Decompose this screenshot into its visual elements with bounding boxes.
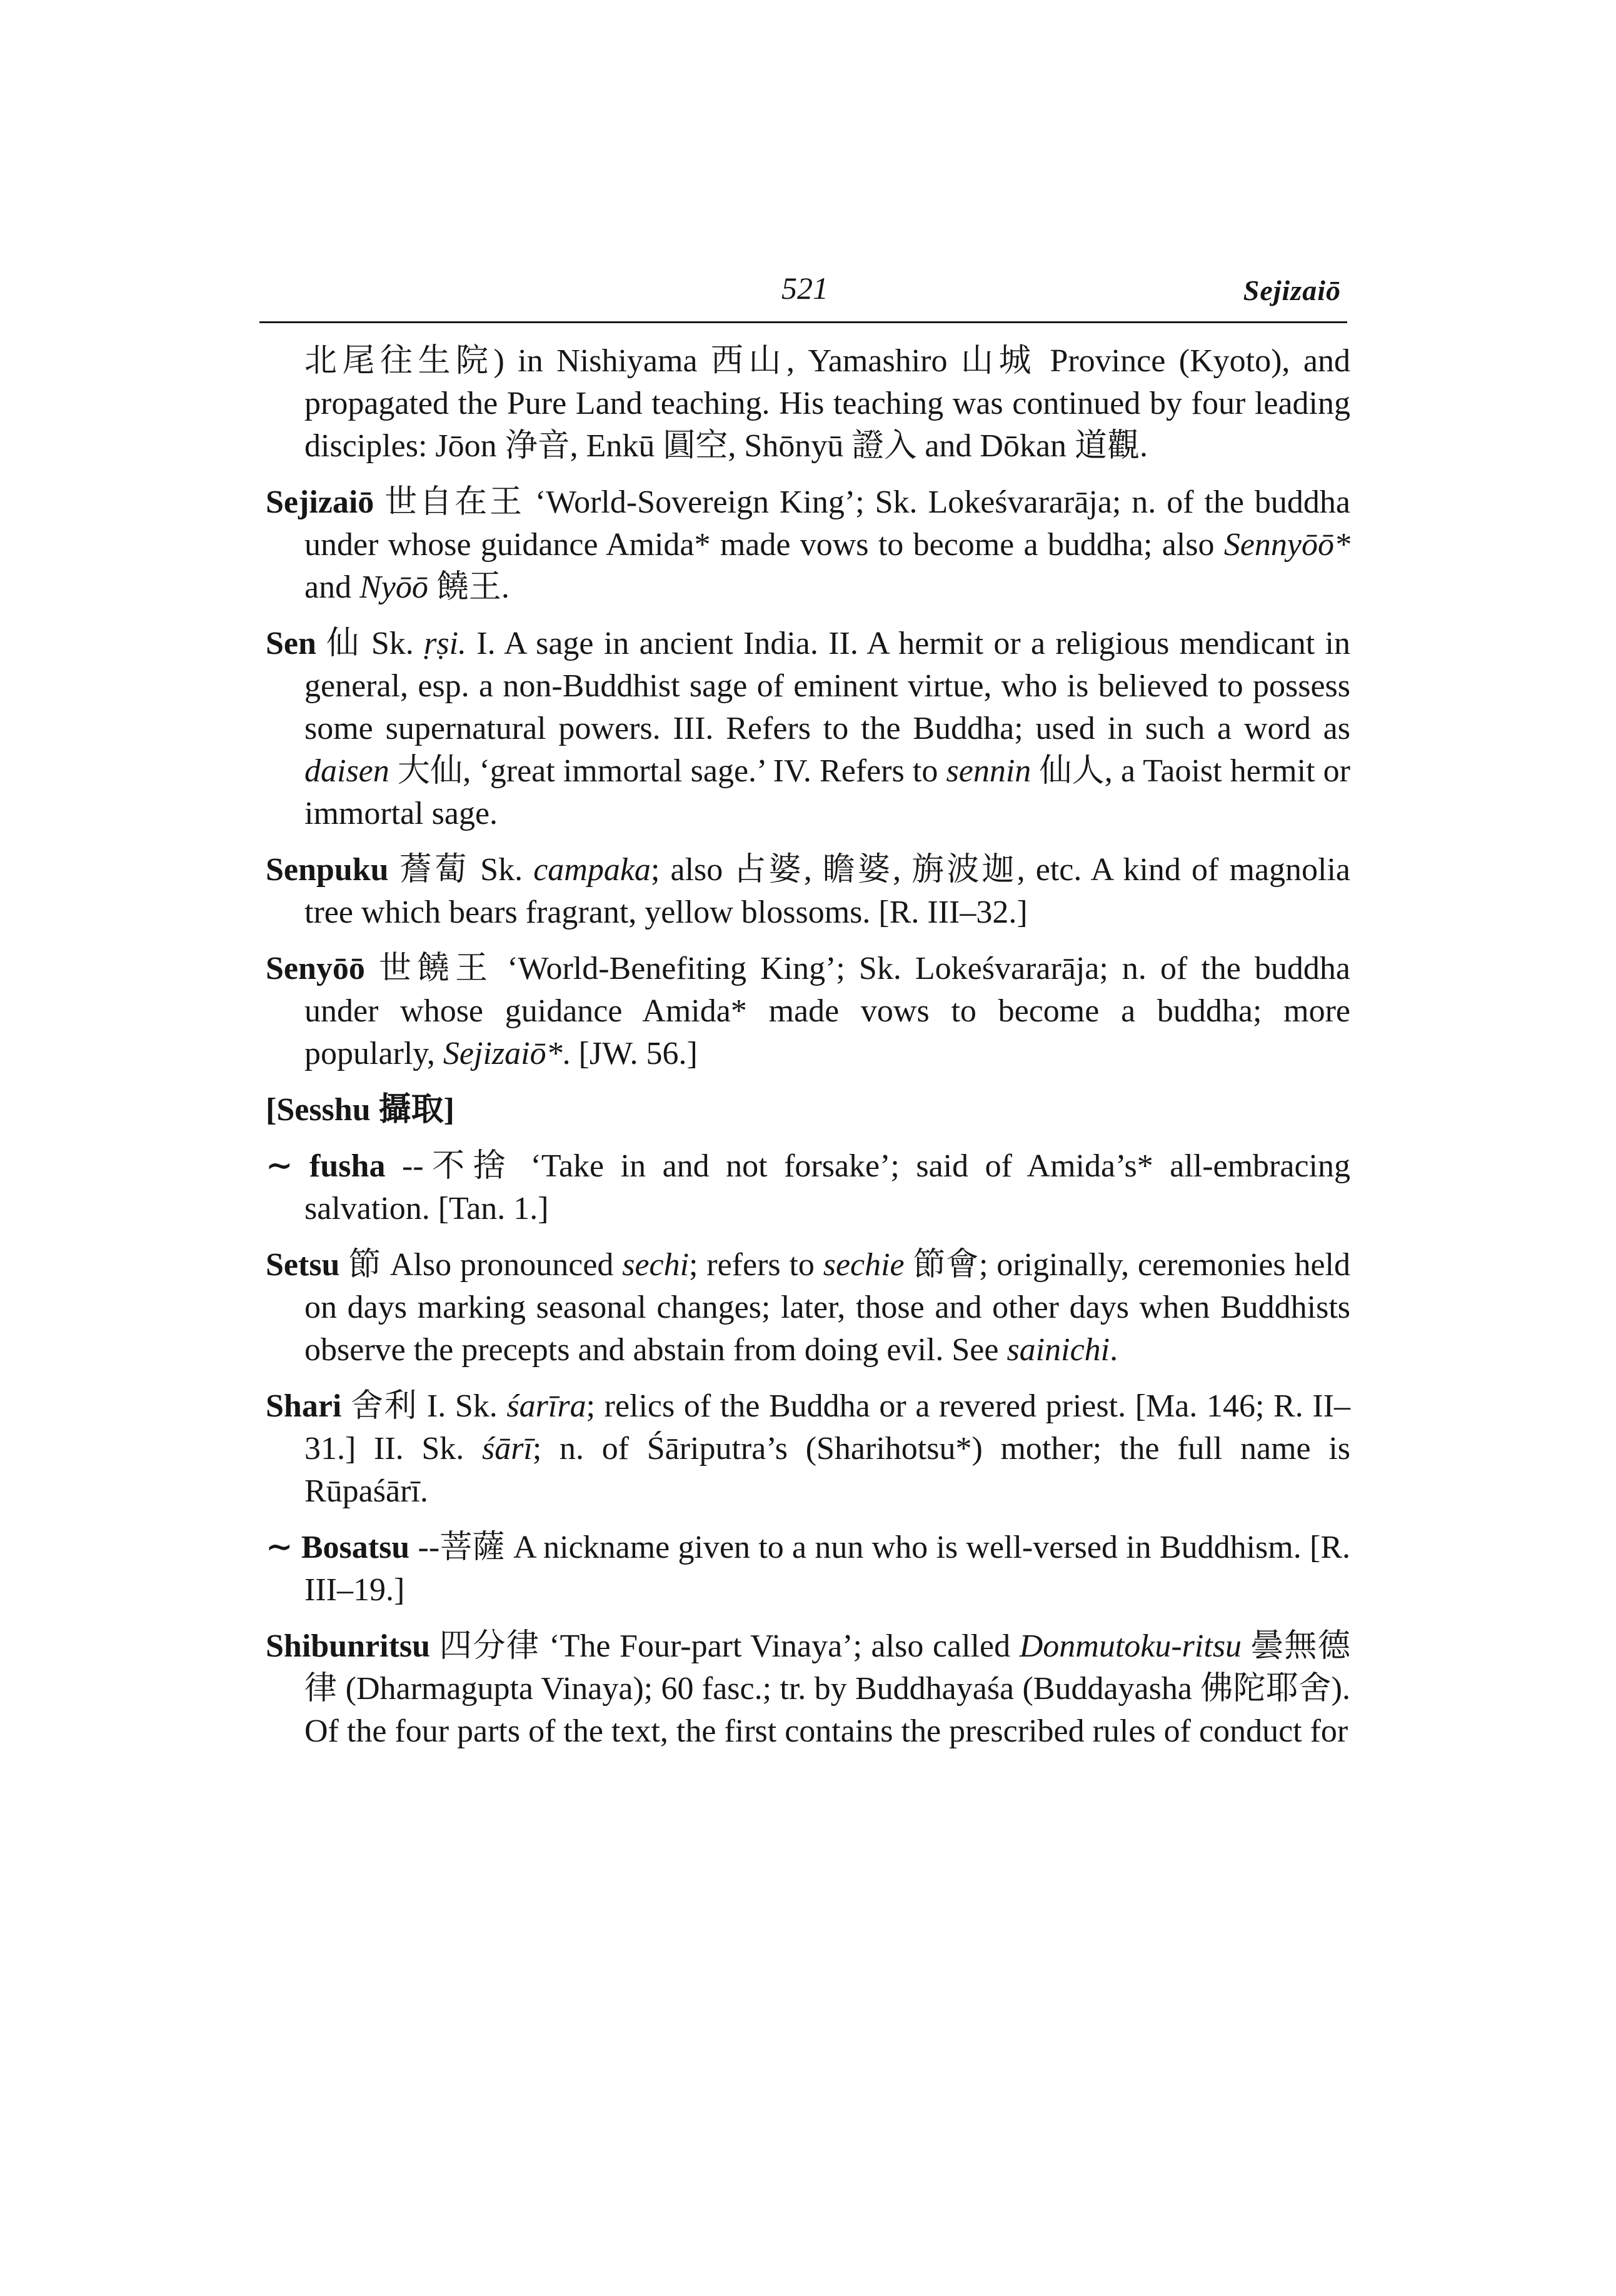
- entry-text: 四分律 ‘The Four-part Vinaya’; also called: [430, 1628, 1020, 1664]
- entry-text: 舍利 I. Sk.: [341, 1388, 507, 1424]
- entry-text: 節會; originally, ceremonies held on days marking seasonal changes; later, those and other days when Buddhists observe the precepts and abstain from doing evil. See: [304, 1247, 1350, 1368]
- entry-headword: [Sesshu 攝取]: [266, 1092, 454, 1128]
- italic-term: Nyōō: [359, 569, 428, 605]
- entry-text: .: [1110, 1332, 1118, 1368]
- dictionary-entry: [266, 623, 1350, 835]
- dictionary-entry: [266, 1385, 1350, 1513]
- entry-text: . [JW. 56.]: [562, 1036, 698, 1071]
- entry-text: ; refers to: [689, 1247, 823, 1283]
- italic-term: sechie: [823, 1247, 905, 1283]
- entry-text: 薝蔔 Sk.: [388, 852, 534, 888]
- italic-term: sainichi: [1006, 1332, 1110, 1368]
- entry-headword: Shari: [266, 1388, 342, 1424]
- entry-continuation: [266, 340, 1350, 468]
- italic-term: sennin: [946, 753, 1031, 789]
- italic-term: Donmutoku-ritsu: [1019, 1628, 1242, 1664]
- italic-term: Sejizaiō*: [443, 1036, 563, 1071]
- dictionary-entries: [266, 340, 1350, 1767]
- running-head: Sejizaiō: [1243, 274, 1341, 306]
- dictionary-entry: [266, 1526, 1350, 1612]
- entry-headword: Shibunritsu: [266, 1628, 431, 1664]
- dictionary-entry: [266, 1625, 1350, 1753]
- italic-term: śārī: [481, 1431, 533, 1466]
- dictionary-entry: [266, 948, 1350, 1075]
- entry-headword: Setsu: [266, 1247, 340, 1283]
- italic-term: Sennyōō*: [1223, 527, 1350, 563]
- dictionary-entry: [266, 1145, 1350, 1230]
- italic-term: daisen: [304, 753, 389, 789]
- header-rule: [259, 321, 1347, 323]
- italic-term: ṛṣi.: [424, 626, 467, 661]
- entry-text: 世饒王 ‘World-Benefiting King’; Sk. Lokeśvararāja; n. of the buddha under whose guidance Amida* made vows to become a buddha; more popularly,: [304, 951, 1350, 1071]
- entry-text: 仙人, a Taoist hermit or immortal sage.: [304, 753, 1350, 831]
- dictionary-entry: [266, 1089, 1350, 1131]
- entry-headword: Senyōō: [266, 951, 365, 986]
- page-header: [259, 270, 1347, 320]
- italic-term: śarīra: [506, 1388, 586, 1424]
- entry-text: and: [304, 569, 360, 605]
- entry-text: ; also 占婆, 瞻婆, 旃波迦, etc. A kind of magnolia tree which bears fragrant, yellow blossoms. [R. III–32.]: [304, 852, 1351, 930]
- entry-text: --菩薩 A nickname given to a nun who is well-versed in Buddhism. [R. III–19.]: [304, 1530, 1351, 1608]
- dictionary-entry: [266, 849, 1350, 934]
- entry-headword: Sen: [266, 626, 316, 661]
- entry-text: 曇無德律 (Dharmagupta Vinaya); 60 fasc.; tr. by Buddhayaśa (Buddayasha 佛陀耶舍). Of the four parts of the text, the first contains the prescribed rules of conduct for: [304, 1628, 1350, 1749]
- entry-headword: ∼ fusha: [266, 1148, 386, 1184]
- italic-term: sechi: [622, 1247, 690, 1283]
- entry-headword: Sejizaiō: [266, 484, 374, 520]
- entry-headword: Senpuku: [266, 852, 389, 888]
- entry-text: 世自在王 ‘World-Sovereign King’; Sk. Lokeśvararāja; n. of the buddha under whose guidance Amida* made vows to become a buddha; also: [304, 484, 1350, 563]
- entry-text: I. A sage in ancient India. II. A hermit or a religious mendicant in general, esp. a non-Buddhist sage of eminent virtue, who is believed to possess some supernatural powers. III. Refers to the Buddha; used in such a word as: [304, 626, 1350, 746]
- dictionary-entry: [266, 1244, 1350, 1371]
- entry-text: 饒王.: [428, 569, 509, 605]
- entry-text: ; n. of Śāriputra’s (Sharihotsu*) mother; the full name is Rūpaśārī.: [304, 1431, 1350, 1509]
- entry-text: 大仙, ‘great immortal sage.’ IV. Refers to: [389, 753, 946, 789]
- dictionary-entry: [266, 481, 1350, 609]
- entry-text: 節 Also pronounced: [339, 1247, 623, 1283]
- entry-text: 仙 Sk.: [316, 626, 424, 661]
- italic-term: campaka: [533, 852, 651, 888]
- page-number: 521: [781, 271, 828, 306]
- entry-headword: ∼ Bosatsu: [266, 1530, 410, 1565]
- entry-text: 北尾往生院) in Nishiyama 西山, Yamashiro 山城 Province (Kyoto), and propagated the Pure Land teaching. His teaching was continued by four leading disciples: Jōon 浄音, Enkū 圓空, Shōnyū 證入 and Dōkan 道觀.: [304, 343, 1350, 464]
- entry-text: ; relics of the Buddha or a revered priest. [Ma. 146; R. II–31.] II. Sk.: [304, 1388, 1350, 1466]
- entry-text: --不捨 ‘Take in and not forsake’; said of Amida’s* all-embracing salvation. [Tan. 1.]: [304, 1148, 1350, 1226]
